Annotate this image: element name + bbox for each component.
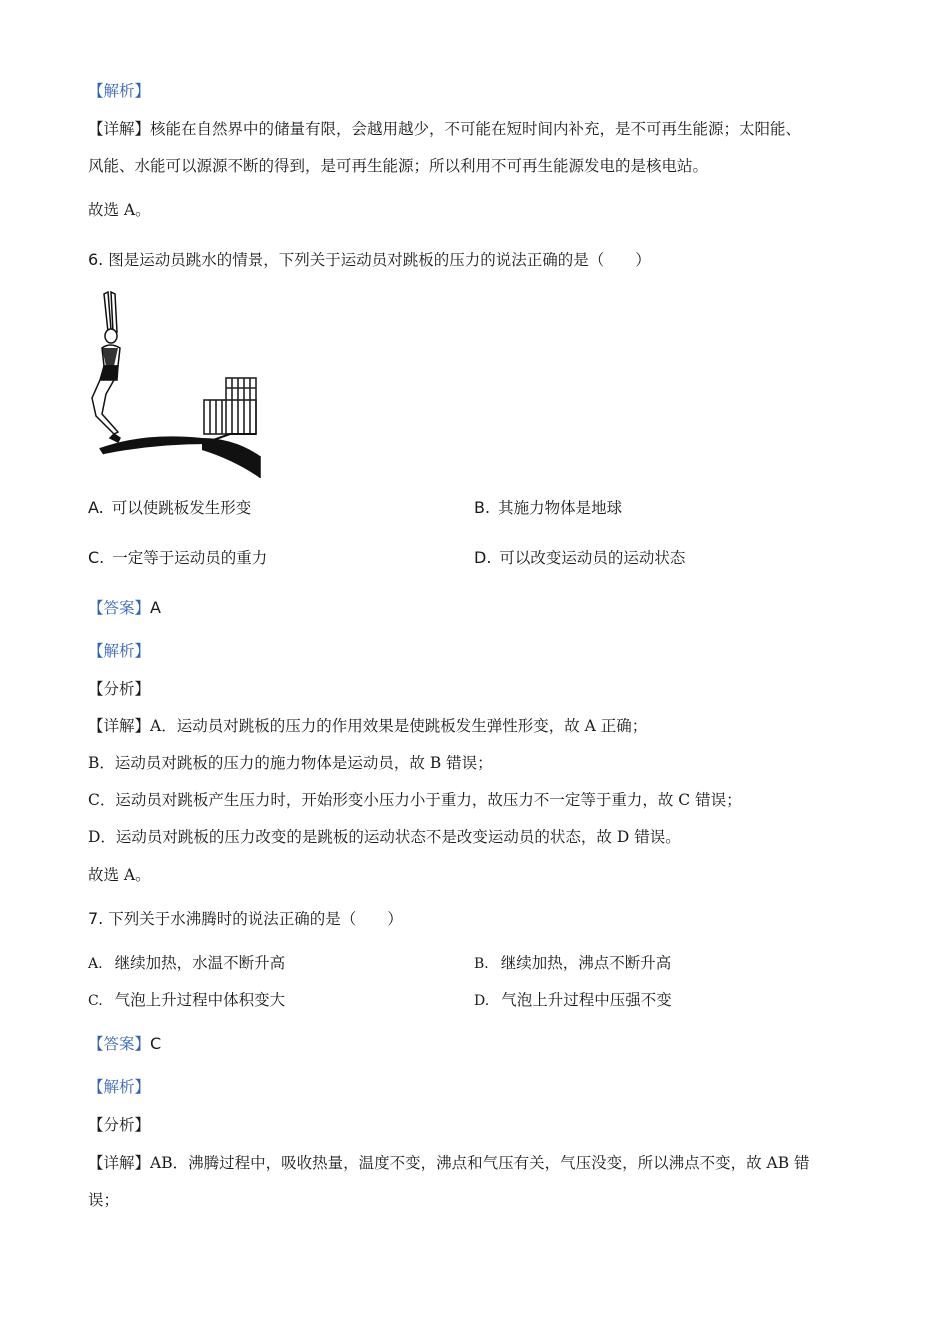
q6-option-d-text: 可以改变运动员的运动状态 (499, 549, 686, 567)
q7-option-b-letter: B. (474, 956, 489, 972)
q7-answer-label: 【答案】 (88, 1035, 151, 1053)
q7-option-d[interactable] (474, 989, 672, 1012)
q7-option-d-letter: D. (474, 993, 490, 1009)
q6-option-a[interactable] (88, 497, 251, 519)
q5-conclusion: 故选 A。 (88, 201, 151, 219)
q7-option-c-text: 气泡上升过程中体积变大 (114, 991, 286, 1009)
q7-option-b[interactable] (474, 952, 671, 975)
q6-conclusion: 故选 A。 (88, 866, 151, 884)
q5-detail-line-2: 风能、水能可以源源不断的得到，是可再生能源；所以利用不可再生能源发电的是核电站。 (88, 157, 709, 175)
q6-analysis-heading: 【解析】 (88, 642, 151, 660)
q6-option-c-text: 一定等于运动员的重力 (112, 549, 268, 567)
q6-detail-line-3: C．运动员对跳板产生压力时，开始形变小压力小于重力，故压力不一定等于重力，故 C 错误； (88, 791, 742, 809)
q6-answer (88, 597, 161, 619)
q6-option-c-letter: C. (88, 548, 105, 567)
q7-option-a[interactable] (88, 952, 285, 975)
q6-number: 6. (88, 250, 104, 269)
q6-option-c[interactable] (88, 547, 267, 569)
q5-analysis-heading: 【解析】 (88, 82, 151, 100)
q7-detail-line-1: 【详解】AB．沸腾过程中，吸收热量，温度不变，沸点和气压有关，气压没变，所以沸点不变，故 AB 错 (88, 1154, 810, 1172)
q7-option-a-text: 继续加热，水温不断升高 (114, 954, 286, 972)
q6-answer-label: 【答案】 (88, 599, 151, 617)
q6-option-b-text: 其施力物体是地球 (498, 499, 623, 517)
q5-detail-line-1: 【详解】核能在自然界中的储量有限，会越用越少，不可能在短时间内补充，是不可再生能源；太阳能、 (88, 120, 802, 138)
q6-option-d[interactable] (474, 547, 685, 569)
q6-fenxi-heading: 【分析】 (88, 680, 151, 698)
q7-answer-value: C (150, 1034, 162, 1053)
q7-number: 7. (88, 909, 104, 928)
q7-option-d-text: 气泡上升过程中压强不变 (501, 991, 672, 1009)
q7-answer (88, 1033, 161, 1055)
q7-option-c-letter: C. (88, 993, 103, 1009)
q6-stem-text: 图是运动员跳水的情景，下列关于运动员对跳板的压力的说法正确的是（ ） (108, 251, 651, 269)
q7-analysis-heading: 【解析】 (88, 1078, 151, 1096)
q7-stem (88, 908, 403, 930)
q6-detail-line-1: 【详解】A．运动员对跳板的压力的作用效果是使跳板发生弹性形变，故 A 正确； (88, 717, 648, 735)
q6-answer-value: A (150, 598, 161, 617)
q6-option-a-letter: A. (88, 498, 104, 517)
q7-option-c[interactable] (88, 989, 285, 1012)
diver-on-springboard-illustration (84, 288, 269, 483)
q7-option-b-text: 继续加热，沸点不断升高 (500, 954, 672, 972)
q6-option-d-letter: D. (474, 548, 492, 567)
q7-detail-line-2: 误； (88, 1191, 120, 1209)
q6-stem (88, 249, 651, 271)
q6-option-a-text: 可以使跳板发生形变 (111, 499, 252, 517)
q7-fenxi-heading: 【分析】 (88, 1116, 151, 1134)
q6-option-b-letter: B. (474, 498, 491, 517)
q6-detail-line-2: B．运动员对跳板的压力的施力物体是运动员，故 B 错误； (88, 754, 493, 772)
q6-detail-line-4: D．运动员对跳板的压力改变的是跳板的运动状态不是改变运动员的状态，故 D 错误。 (88, 828, 681, 846)
q7-option-a-letter: A. (88, 956, 103, 972)
q6-option-b[interactable] (474, 497, 622, 519)
q7-stem-text: 下列关于水沸腾时的说法正确的是（ ） (108, 910, 403, 928)
